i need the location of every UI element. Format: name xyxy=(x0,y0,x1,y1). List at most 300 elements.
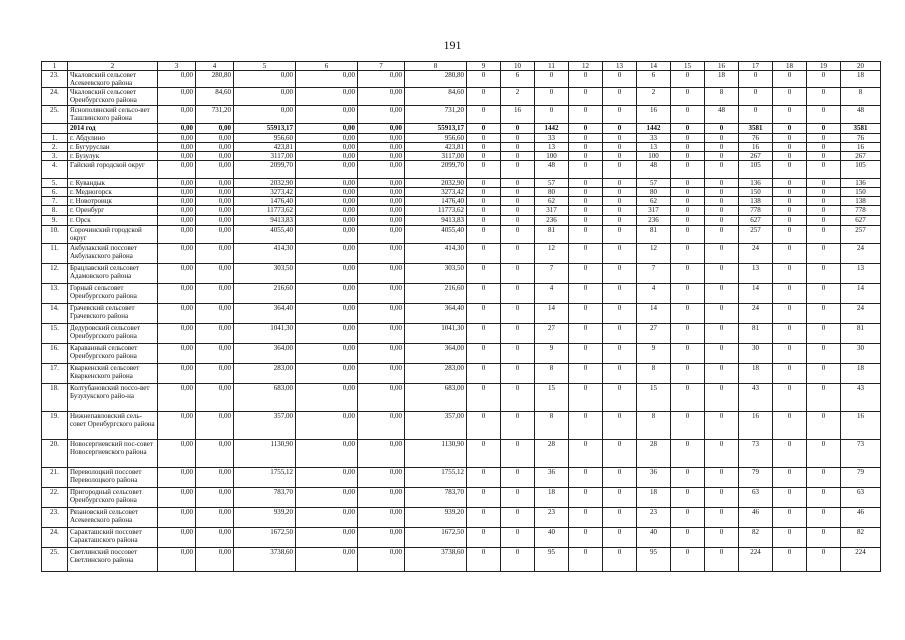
value-cell: 0,00 xyxy=(234,106,296,124)
value-cell: 0,00 xyxy=(196,440,234,468)
value-cell: 0 xyxy=(569,528,603,548)
value-cell: 236 xyxy=(535,216,569,226)
value-cell: 0,00 xyxy=(296,304,358,324)
value-cell: 0 xyxy=(671,206,705,216)
value-cell: 1672,50 xyxy=(405,528,467,548)
value-cell: 357,00 xyxy=(405,412,467,440)
column-number-header: 8 xyxy=(405,62,467,71)
table-row xyxy=(42,197,881,206)
value-cell: 0 xyxy=(705,134,739,143)
value-cell: 0,00 xyxy=(196,264,234,284)
value-cell: 257 xyxy=(739,226,773,244)
value-cell: 43 xyxy=(739,384,773,412)
row-number-cell: 6. xyxy=(42,188,68,197)
value-cell: 13 xyxy=(637,143,671,152)
value-cell: 0 xyxy=(467,179,501,188)
value-cell: 24 xyxy=(841,244,881,264)
row-number-cell: 1. xyxy=(42,134,68,143)
value-cell: 280,80 xyxy=(405,71,467,88)
municipality-name-cell: Брацлавский сельсовет Адамовского района xyxy=(68,264,158,284)
value-cell: 0 xyxy=(467,216,501,226)
value-cell: 0 xyxy=(603,216,637,226)
value-cell: 0 xyxy=(603,206,637,216)
value-cell: 63 xyxy=(739,488,773,508)
value-cell: 18 xyxy=(637,488,671,508)
value-cell: 731,20 xyxy=(405,106,467,124)
value-cell: 0 xyxy=(807,134,841,143)
value-cell: 0 xyxy=(671,152,705,161)
row-number-cell: 24. xyxy=(42,528,68,548)
value-cell: 0,00 xyxy=(158,304,196,324)
table-row xyxy=(42,528,881,548)
value-cell: 0,00 xyxy=(234,71,296,88)
municipality-name-cell: г. Орск xyxy=(68,216,158,226)
row-number-cell: 19. xyxy=(42,412,68,440)
value-cell: 0 xyxy=(467,188,501,197)
value-cell: 0 xyxy=(467,152,501,161)
value-cell: 0 xyxy=(773,468,807,488)
value-cell: 0 xyxy=(671,364,705,384)
value-cell: 0,00 xyxy=(196,344,234,364)
value-cell: 0 xyxy=(705,488,739,508)
value-cell: 0 xyxy=(501,488,535,508)
value-cell: 0 xyxy=(467,197,501,206)
value-cell: 0 xyxy=(671,440,705,468)
row-number-cell: 4. xyxy=(42,161,68,179)
value-cell: 0 xyxy=(501,304,535,324)
value-cell: 0 xyxy=(569,206,603,216)
table-row xyxy=(42,179,881,188)
value-cell: 0,00 xyxy=(358,384,405,412)
value-cell: 0,00 xyxy=(358,206,405,216)
value-cell: 0,00 xyxy=(196,384,234,412)
municipality-name-cell: г. Абдулино xyxy=(68,134,158,143)
column-number-header: 9 xyxy=(467,62,501,71)
value-cell: 0 xyxy=(739,71,773,88)
value-cell: 0 xyxy=(467,134,501,143)
value-cell: 23 xyxy=(535,508,569,528)
value-cell: 0 xyxy=(603,304,637,324)
value-cell: 0 xyxy=(569,508,603,528)
value-cell: 0 xyxy=(569,488,603,508)
value-cell: 0 xyxy=(501,244,535,264)
value-cell: 1442 xyxy=(637,124,671,134)
value-cell: 0,00 xyxy=(296,528,358,548)
value-cell: 0 xyxy=(773,143,807,152)
value-cell: 9 xyxy=(637,344,671,364)
municipality-name-cell: Пригородный сельсовет Оренбургского района xyxy=(68,488,158,508)
row-number-cell: 20. xyxy=(42,440,68,468)
value-cell: 0 xyxy=(705,161,739,179)
value-cell: 0 xyxy=(501,206,535,216)
value-cell: 138 xyxy=(739,197,773,206)
value-cell: 13 xyxy=(841,264,881,284)
value-cell: 0 xyxy=(671,226,705,244)
value-cell: 105 xyxy=(841,161,881,179)
table-row xyxy=(42,88,881,106)
value-cell: 0,00 xyxy=(296,88,358,106)
value-cell: 0 xyxy=(671,88,705,106)
value-cell: 0,00 xyxy=(296,364,358,384)
value-cell: 0 xyxy=(773,364,807,384)
value-cell: 0 xyxy=(467,106,501,124)
value-cell: 33 xyxy=(637,134,671,143)
table-row xyxy=(42,344,881,364)
value-cell: 0 xyxy=(467,508,501,528)
value-cell: 11773,62 xyxy=(234,206,296,216)
value-cell: 0 xyxy=(603,284,637,304)
value-cell: 0 xyxy=(467,384,501,412)
value-cell: 0 xyxy=(467,344,501,364)
value-cell: 0 xyxy=(467,548,501,572)
table-row xyxy=(42,304,881,324)
column-number-header: 5 xyxy=(234,62,296,71)
value-cell: 0 xyxy=(807,324,841,344)
value-cell: 2 xyxy=(501,88,535,106)
value-cell: 150 xyxy=(739,188,773,197)
municipality-name-cell: Чкаловский сельсовет Оренбургского района xyxy=(68,88,158,106)
value-cell: 0 xyxy=(467,88,501,106)
value-cell: 0 xyxy=(569,264,603,284)
value-cell: 0 xyxy=(603,124,637,134)
value-cell: 4055,40 xyxy=(234,226,296,244)
value-cell: 16 xyxy=(739,143,773,152)
value-cell: 76 xyxy=(739,134,773,143)
value-cell: 0,00 xyxy=(296,143,358,152)
value-cell: 0,00 xyxy=(158,508,196,528)
value-cell: 0 xyxy=(705,197,739,206)
value-cell: 3273,42 xyxy=(234,188,296,197)
value-cell: 0,00 xyxy=(296,161,358,179)
value-cell: 0 xyxy=(603,324,637,344)
value-cell: 0 xyxy=(569,384,603,412)
value-cell: 0 xyxy=(569,161,603,179)
value-cell: 0,00 xyxy=(358,548,405,572)
value-cell: 0 xyxy=(569,124,603,134)
value-cell: 0 xyxy=(501,152,535,161)
value-cell: 956,60 xyxy=(405,134,467,143)
table-row xyxy=(42,488,881,508)
value-cell: 79 xyxy=(841,468,881,488)
value-cell: 0,00 xyxy=(158,264,196,284)
value-cell: 0 xyxy=(603,88,637,106)
value-cell: 0 xyxy=(501,134,535,143)
value-cell: 0 xyxy=(705,304,739,324)
value-cell: 95 xyxy=(637,548,671,572)
value-cell: 0 xyxy=(569,106,603,124)
value-cell: 14 xyxy=(841,284,881,304)
value-cell: 0 xyxy=(705,412,739,440)
value-cell: 0 xyxy=(671,188,705,197)
value-cell: 0 xyxy=(603,344,637,364)
value-cell: 0,00 xyxy=(296,344,358,364)
value-cell: 0 xyxy=(467,226,501,244)
value-cell: 0,00 xyxy=(358,440,405,468)
value-cell: 783,70 xyxy=(405,488,467,508)
table-row xyxy=(42,188,881,197)
value-cell: 0 xyxy=(569,364,603,384)
municipality-name-cell: Саракташский поссовет Саракташского района xyxy=(68,528,158,548)
value-cell: 13 xyxy=(535,143,569,152)
value-cell: 0,00 xyxy=(358,244,405,264)
value-cell: 16 xyxy=(739,412,773,440)
value-cell: 0,00 xyxy=(358,143,405,152)
value-cell: 0,00 xyxy=(296,206,358,216)
municipality-name-cell: Чкаловский сельсовет Асекеевского района xyxy=(68,71,158,88)
table-row xyxy=(42,161,881,179)
value-cell: 0 xyxy=(773,440,807,468)
value-cell: 2032,90 xyxy=(405,179,467,188)
column-number-header: 13 xyxy=(603,62,637,71)
row-number-cell: 11. xyxy=(42,244,68,264)
value-cell: 0 xyxy=(467,488,501,508)
value-cell: 0 xyxy=(807,440,841,468)
value-cell: 1672,50 xyxy=(234,528,296,548)
value-cell: 0 xyxy=(671,264,705,284)
value-cell: 16 xyxy=(637,106,671,124)
value-cell: 0 xyxy=(671,528,705,548)
municipality-name-cell: Грачевский сельсовет Грачевского района xyxy=(68,304,158,324)
value-cell: 6 xyxy=(501,71,535,88)
value-cell: 0 xyxy=(807,364,841,384)
value-cell: 0 xyxy=(603,197,637,206)
value-cell: 0 xyxy=(603,412,637,440)
value-cell: 57 xyxy=(535,179,569,188)
value-cell: 0 xyxy=(569,284,603,304)
value-cell: 0,00 xyxy=(296,106,358,124)
value-cell: 0 xyxy=(705,179,739,188)
value-cell: 1442 xyxy=(535,124,569,134)
value-cell: 0 xyxy=(467,468,501,488)
value-cell: 216,60 xyxy=(234,284,296,304)
value-cell: 0,00 xyxy=(358,226,405,244)
value-cell: 46 xyxy=(739,508,773,528)
value-cell: 46 xyxy=(841,508,881,528)
table-row xyxy=(42,264,881,284)
value-cell: 48 xyxy=(535,161,569,179)
value-cell: 0,00 xyxy=(358,71,405,88)
value-cell: 0 xyxy=(467,143,501,152)
table-row-total xyxy=(42,124,881,134)
value-cell: 15 xyxy=(637,384,671,412)
value-cell: 7 xyxy=(535,264,569,284)
value-cell: 0 xyxy=(807,124,841,134)
value-cell: 18 xyxy=(739,364,773,384)
value-cell: 0,00 xyxy=(158,71,196,88)
value-cell: 12 xyxy=(535,244,569,264)
table-row xyxy=(42,384,881,412)
value-cell: 0 xyxy=(705,152,739,161)
value-cell: 11773,62 xyxy=(405,206,467,216)
value-cell: 55913,17 xyxy=(234,124,296,134)
value-cell: 0 xyxy=(603,106,637,124)
value-cell: 0,00 xyxy=(234,88,296,106)
value-cell: 0 xyxy=(807,179,841,188)
municipality-name-cell: Переволоцкий поссовет Переволоцкого района xyxy=(68,468,158,488)
column-number-header: 19 xyxy=(807,62,841,71)
value-cell: 0 xyxy=(705,226,739,244)
row-number-cell: 8. xyxy=(42,206,68,216)
value-cell: 12 xyxy=(637,244,671,264)
value-cell: 30 xyxy=(739,344,773,364)
municipality-name-cell: Нижнепавловский сель-совет Оренбургского района xyxy=(68,412,158,440)
table-row xyxy=(42,284,881,304)
value-cell: 0 xyxy=(501,284,535,304)
value-cell: 100 xyxy=(637,152,671,161)
value-cell: 0 xyxy=(671,468,705,488)
value-cell: 0,00 xyxy=(358,161,405,179)
value-cell: 0,00 xyxy=(196,216,234,226)
row-number-cell: 18. xyxy=(42,384,68,412)
value-cell: 0 xyxy=(705,548,739,572)
value-cell: 0,00 xyxy=(296,179,358,188)
row-number-cell: 23. xyxy=(42,508,68,528)
value-cell: 0 xyxy=(569,134,603,143)
value-cell: 0 xyxy=(773,488,807,508)
value-cell: 55913,17 xyxy=(405,124,467,134)
value-cell: 0 xyxy=(569,412,603,440)
value-cell: 28 xyxy=(637,440,671,468)
value-cell: 0,00 xyxy=(358,284,405,304)
value-cell: 0 xyxy=(603,134,637,143)
value-cell: 0 xyxy=(773,152,807,161)
value-cell: 0 xyxy=(501,344,535,364)
value-cell: 0,00 xyxy=(158,324,196,344)
value-cell: 0,00 xyxy=(158,468,196,488)
value-cell: 303,50 xyxy=(405,264,467,284)
value-cell: 0 xyxy=(569,304,603,324)
table-row xyxy=(42,548,881,572)
row-number-cell: 15. xyxy=(42,324,68,344)
value-cell: 48 xyxy=(637,161,671,179)
value-cell: 2099,70 xyxy=(405,161,467,179)
value-cell: 0 xyxy=(467,124,501,134)
table-row xyxy=(42,324,881,344)
value-cell: 0,00 xyxy=(358,216,405,226)
value-cell: 30 xyxy=(841,344,881,364)
value-cell: 267 xyxy=(841,152,881,161)
value-cell: 1130,90 xyxy=(234,440,296,468)
value-cell: 2032,90 xyxy=(234,179,296,188)
value-cell: 0,00 xyxy=(196,226,234,244)
value-cell: 8 xyxy=(705,88,739,106)
value-cell: 79 xyxy=(739,468,773,488)
value-cell: 24 xyxy=(739,244,773,264)
table-row xyxy=(42,412,881,440)
value-cell: 36 xyxy=(637,468,671,488)
value-cell: 364,00 xyxy=(405,344,467,364)
value-cell: 0 xyxy=(467,284,501,304)
value-cell: 0 xyxy=(569,152,603,161)
row-number-cell: 25. xyxy=(42,106,68,124)
value-cell: 0 xyxy=(535,88,569,106)
value-cell: 0 xyxy=(807,188,841,197)
column-number-header: 1 xyxy=(42,62,68,71)
municipality-name-cell: Новосергиевский пос-совет Новосергиевского района xyxy=(68,440,158,468)
value-cell: 0 xyxy=(569,143,603,152)
value-cell: 0,00 xyxy=(196,188,234,197)
value-cell: 0 xyxy=(773,197,807,206)
row-number-cell xyxy=(42,124,68,134)
column-number-header: 3 xyxy=(158,62,196,71)
value-cell: 0 xyxy=(501,528,535,548)
value-cell: 0 xyxy=(671,143,705,152)
value-cell: 0,00 xyxy=(158,106,196,124)
value-cell: 317 xyxy=(535,206,569,216)
value-cell: 0 xyxy=(603,152,637,161)
row-number-cell: 16. xyxy=(42,344,68,364)
value-cell: 0 xyxy=(705,244,739,264)
value-cell: 1130,90 xyxy=(405,440,467,468)
value-cell: 3273,42 xyxy=(405,188,467,197)
value-cell: 0 xyxy=(467,264,501,284)
value-cell: 0,00 xyxy=(358,468,405,488)
value-cell: 0,00 xyxy=(158,206,196,216)
row-number-cell: 2. xyxy=(42,143,68,152)
value-cell: 6 xyxy=(637,71,671,88)
value-cell: 0,00 xyxy=(196,206,234,216)
value-cell: 4055,40 xyxy=(405,226,467,244)
value-cell: 0,00 xyxy=(296,188,358,197)
value-cell: 0 xyxy=(773,528,807,548)
municipality-name-cell: г. Бузулук xyxy=(68,152,158,161)
value-cell: 136 xyxy=(841,179,881,188)
row-number-cell: 25. xyxy=(42,548,68,572)
value-cell: 0 xyxy=(773,344,807,364)
value-cell: 0 xyxy=(773,226,807,244)
value-cell: 105 xyxy=(739,161,773,179)
municipality-name-cell: Акбулакский поссовет Акбулакского района xyxy=(68,244,158,264)
value-cell: 0 xyxy=(807,488,841,508)
value-cell: 0,00 xyxy=(196,161,234,179)
value-cell: 81 xyxy=(739,324,773,344)
value-cell: 0,00 xyxy=(196,143,234,152)
value-cell: 0 xyxy=(807,264,841,284)
column-number-header: 4 xyxy=(196,62,234,71)
value-cell: 84,60 xyxy=(405,88,467,106)
value-cell: 0 xyxy=(501,161,535,179)
value-cell: 0,00 xyxy=(196,508,234,528)
value-cell: 0,00 xyxy=(358,124,405,134)
value-cell: 16 xyxy=(501,106,535,124)
value-cell: 0 xyxy=(467,71,501,88)
value-cell: 0,00 xyxy=(196,528,234,548)
value-cell: 0 xyxy=(807,548,841,572)
value-cell: 0,00 xyxy=(296,244,358,264)
value-cell: 8 xyxy=(535,364,569,384)
value-cell: 0,00 xyxy=(358,364,405,384)
value-cell: 0,00 xyxy=(158,440,196,468)
row-number-cell: 13. xyxy=(42,284,68,304)
value-cell: 0 xyxy=(501,468,535,488)
value-cell: 0,00 xyxy=(158,488,196,508)
value-cell: 0 xyxy=(705,364,739,384)
value-cell: 0 xyxy=(569,344,603,364)
value-cell: 0,00 xyxy=(196,244,234,264)
value-cell: 9 xyxy=(535,344,569,364)
value-cell: 28 xyxy=(535,440,569,468)
municipality-name-cell: 2014 год xyxy=(68,124,158,134)
value-cell: 0 xyxy=(773,384,807,412)
value-cell: 0 xyxy=(773,244,807,264)
value-cell: 0 xyxy=(705,324,739,344)
value-cell: 0 xyxy=(705,344,739,364)
value-cell: 364,40 xyxy=(234,304,296,324)
value-cell: 63 xyxy=(841,488,881,508)
table-row xyxy=(42,226,881,244)
value-cell: 0,00 xyxy=(158,364,196,384)
value-cell: 0,00 xyxy=(296,152,358,161)
